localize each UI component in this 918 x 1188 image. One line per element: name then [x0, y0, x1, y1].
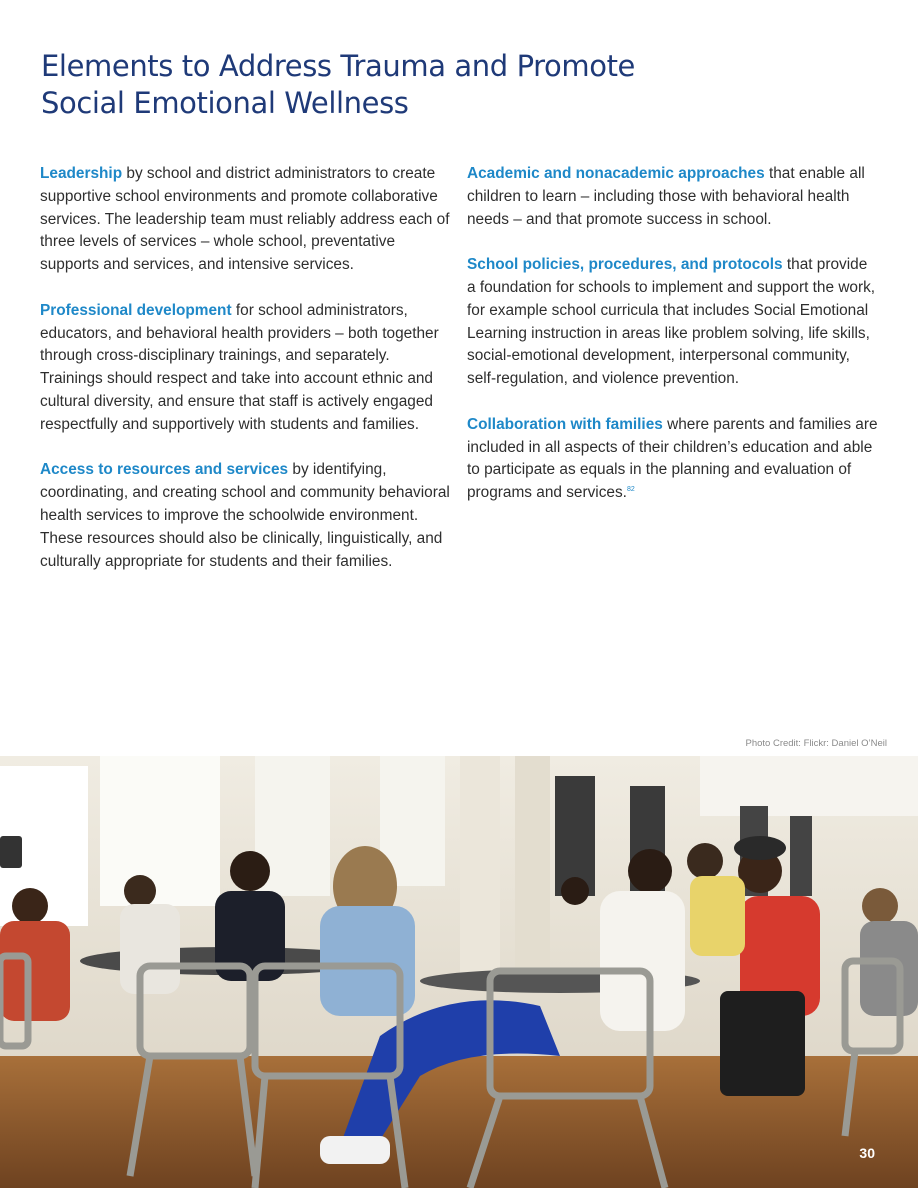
paragraph-professional-development: [40, 300, 452, 437]
paragraph-lead: School policies, procedures, and protocols: [467, 256, 783, 274]
classroom-photo: [0, 756, 918, 1188]
paragraph-access-to-resources: [40, 459, 452, 573]
left-column: [40, 163, 452, 596]
right-column: [467, 163, 879, 528]
footnote-marker: 82: [626, 486, 635, 494]
title-line-2: Social Emotional Wellness: [41, 86, 409, 120]
paragraph-leadership: [40, 163, 452, 277]
photo-credit: Photo Credit: Flickr: Daniel O’Neil: [745, 738, 887, 749]
paragraph-body: by school and district administrators to create supportive school environments and promote collaborative services. The leadership team must reliably address each of three levels of services – whole school, preventative supports and services, and intensive services.: [40, 165, 450, 274]
paragraph-collaboration-families: [467, 414, 879, 505]
page-title: [41, 48, 741, 122]
paragraph-body: that enable all children to learn – including those with behavioral health needs – and that promote success in school.: [467, 165, 865, 228]
paragraph-lead: Academic and nonacademic approaches: [467, 165, 765, 182]
paragraph-body: where parents and families are included in all aspects of their children’s education and able to participate as equals in the planning and evaluation of programs and services.: [467, 415, 878, 502]
paragraph-body: for school administrators, educators, and behavioral health providers – both together through cross-disciplinary trainings, and separately. Trainings should respect and take into account ethnic and cultural diversity, and ensure that staff is actively engaged respectfully and supportively with students and families.: [40, 301, 439, 433]
paragraph-body: by identifying, coordinating, and creating school and community behavioral health services to improve the schoolwide environment. These resources should also be clinically, linguistically, and culturally appropriate for students and their families.: [40, 461, 450, 570]
paragraph-body: that provide a foundation for schools to implement and support the work, for example school curricula that includes Social Emotional Learning instruction in areas like problem solving, life skills, social-emotional development, interpersonal community, self-regulation, and violence prevention.: [467, 256, 876, 388]
paragraph-lead: Access to resources and services: [40, 461, 289, 479]
paragraph-school-policies: [467, 254, 879, 391]
paragraph-lead: Collaboration with families: [467, 415, 663, 433]
paragraph-lead: Professional development: [40, 301, 232, 319]
classroom-photo-illustration: [0, 756, 918, 1188]
page-number: 30: [859, 1145, 875, 1161]
paragraph-academic-approaches: [467, 163, 879, 231]
title-line-1: Elements to Address Trauma and Promote: [41, 49, 635, 83]
paragraph-lead: Leadership: [40, 165, 123, 182]
